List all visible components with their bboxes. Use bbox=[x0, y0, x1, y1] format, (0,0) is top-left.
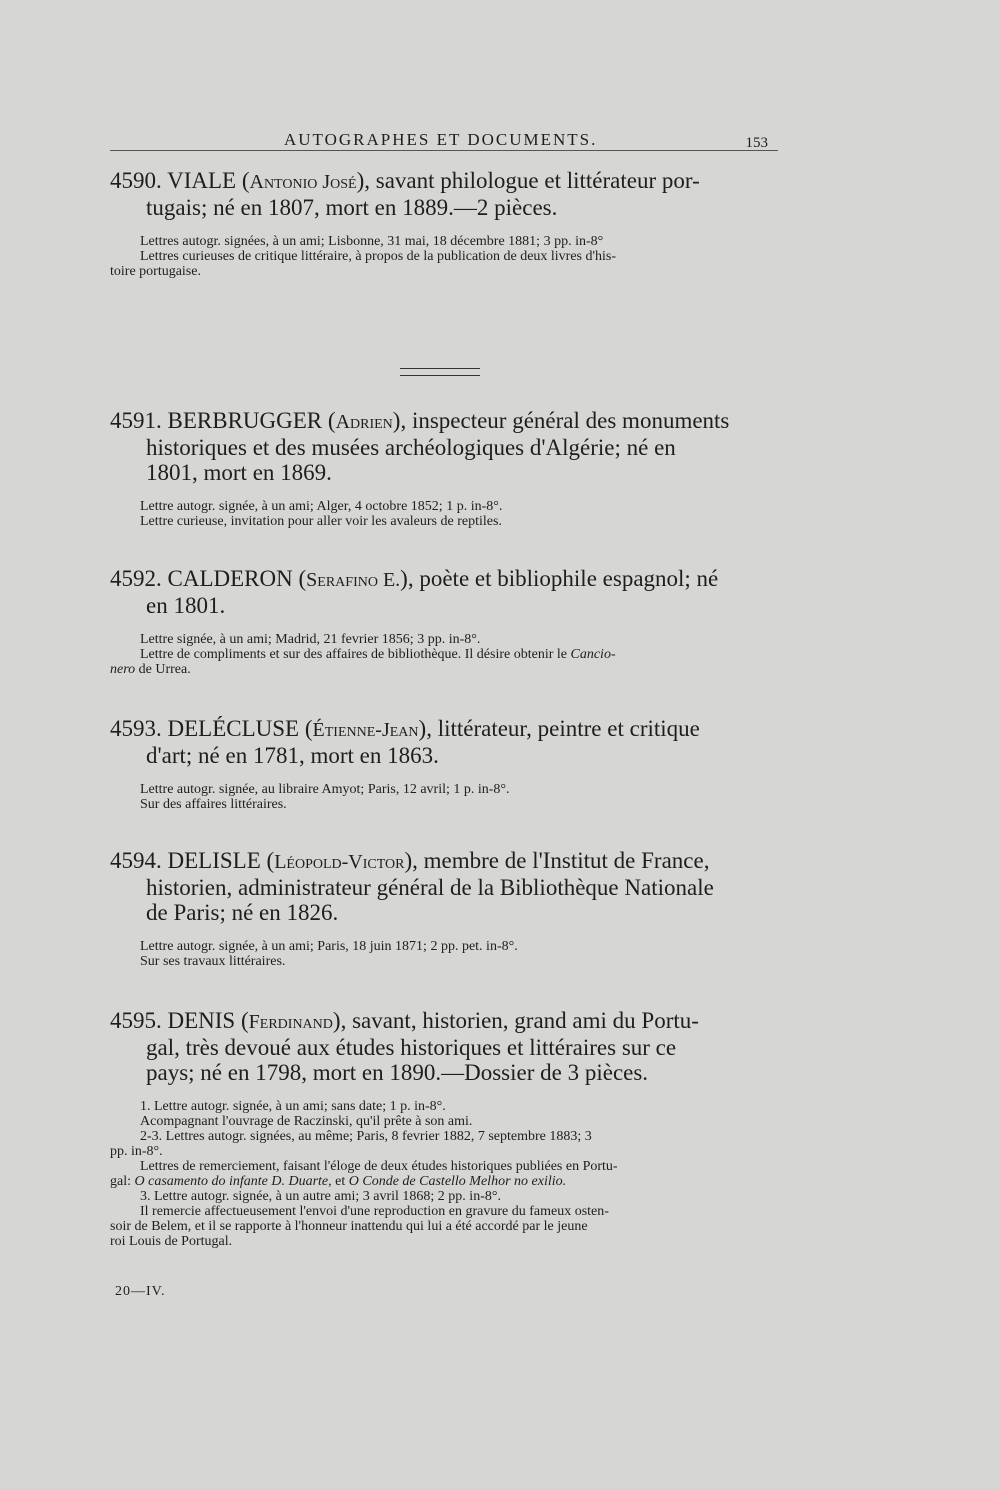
entry-heading: 4590. VIALE (Antonio José), savant philologue et littérateur por- tugais; né en 1807, mort en 1889.—2 pièces. bbox=[110, 168, 770, 220]
entry-4595 bbox=[110, 1008, 770, 1249]
entry-heading: 4591. BERBRUGGER (Adrien), inspecteur général des monuments historiques et des musées archéologiques d'Algérie; né en 1801, mort en 1869. bbox=[110, 408, 770, 485]
entry-notes bbox=[110, 632, 770, 677]
entry-notes bbox=[110, 782, 770, 812]
entry-given-name: Étienne-Jean bbox=[312, 719, 419, 741]
signature-mark: 20—IV. bbox=[115, 1284, 166, 1299]
note-title-italic: Cancio- bbox=[570, 647, 616, 662]
entry-notes bbox=[110, 939, 770, 969]
header-title: AUTOGRAPHES ET DOCUMENTS. bbox=[280, 130, 601, 150]
note-line: Lettres curieuses de critique littéraire, à propos de la publication de deux livres d'his- bbox=[140, 249, 617, 264]
note-line: 3. Lettre autogr. signée, à un autre ami; 3 avril 1868; 2 pp. in-8°. bbox=[140, 1189, 501, 1204]
entry-desc-line3: pays; né en 1798, mort en 1890.—Dossier de 3 pièces. bbox=[146, 1060, 649, 1085]
note-title-italic: O casamento do infante D. Duarte bbox=[134, 1174, 329, 1189]
note-line: Lettre autogr. signée, à un ami; Alger, 4 octobre 1852; 1 p. in-8°. bbox=[140, 499, 503, 514]
note-line: Sur ses travaux littéraires. bbox=[140, 954, 286, 969]
entry-given-name: Adrien bbox=[335, 411, 393, 433]
entry-name: DELÉCLUSE bbox=[167, 716, 300, 741]
entry-desc-line2: gal, très devoué aux études historiques et littéraires sur ce bbox=[146, 1035, 677, 1060]
note-text: gal: bbox=[110, 1174, 135, 1189]
page-number: 153 bbox=[745, 135, 768, 151]
entry-name: CALDERON bbox=[167, 566, 293, 591]
entry-name: VIALE bbox=[167, 168, 237, 193]
entry-given-name: Serafino E. bbox=[306, 569, 401, 591]
entry-number: 4593. bbox=[110, 716, 162, 741]
note-line: Lettre autogr. signée, à un ami; Paris, 18 juin 1871; 2 pp. pet. in-8°. bbox=[140, 939, 518, 954]
entry-4593 bbox=[110, 716, 770, 812]
entry-desc-line3: 1801, mort en 1869. bbox=[146, 460, 332, 485]
note-line: 2-3. Lettres autogr. signées, au même; Paris, 8 fevrier 1882, 7 septembre 1883; 3 bbox=[140, 1129, 592, 1144]
entry-desc-line1: , littérateur, peintre et critique bbox=[426, 716, 700, 741]
note-line: Il remercie affectueusement l'envoi d'une reproduction en gravure du fameux osten- bbox=[140, 1204, 609, 1219]
note-line: Lettres de remerciement, faisant l'éloge de deux études historiques publiées en Portu- bbox=[140, 1159, 618, 1174]
running-header bbox=[110, 130, 778, 158]
note-title-italic: O Conde de Castello Melhor no exilio. bbox=[348, 1174, 567, 1189]
entry-number: 4591. bbox=[110, 408, 162, 433]
entry-4594 bbox=[110, 848, 770, 969]
entry-heading: 4595. DENIS (Ferdinand), savant, historien, grand ami du Portu- gal, très devoué aux études historiques et littéraires sur ce pays; né en 1798, mort en 1890.—Dossier de 3 pièces. bbox=[110, 1008, 770, 1085]
entry-given-name: Léopold-Victor bbox=[274, 851, 405, 873]
entry-desc-line2: en 1801. bbox=[146, 593, 226, 618]
entry-number: 4594. bbox=[110, 848, 162, 873]
note-line: pp. in-8°. bbox=[110, 1144, 163, 1159]
entry-notes bbox=[110, 1099, 770, 1249]
note-line: Acompagnant l'ouvrage de Raczinski, qu'il prête à son ami. bbox=[140, 1114, 473, 1129]
entry-desc-line2: historiques et des musées archéologiques d'Algérie; né en bbox=[146, 435, 676, 460]
entry-name: DELISLE bbox=[167, 848, 261, 873]
entry-notes bbox=[110, 499, 770, 529]
entry-desc-line1: , poète et bibliophile espagnol; né bbox=[407, 566, 719, 591]
entry-heading: 4593. DELÉCLUSE (Étienne-Jean), littérateur, peintre et critique d'art; né en 1781, mort en 1863. bbox=[110, 716, 770, 768]
note-text: de Urrea. bbox=[135, 662, 191, 677]
entry-given-name: Antonio José bbox=[249, 171, 357, 193]
entry-desc-line1: , savant philologue et littérateur por- bbox=[364, 168, 700, 193]
entry-desc-line3: de Paris; né en 1826. bbox=[146, 900, 339, 925]
entry-4591 bbox=[110, 408, 770, 529]
entry-name: BERBRUGGER bbox=[167, 408, 323, 433]
note-line: Lettre autogr. signée, au libraire Amyot; Paris, 12 avril; 1 p. in-8°. bbox=[140, 782, 510, 797]
entry-desc-line1: , membre de l'Institut de France, bbox=[412, 848, 710, 873]
note-line bbox=[110, 647, 770, 662]
entry-4592 bbox=[110, 566, 770, 677]
entry-notes bbox=[110, 234, 770, 279]
note-line: Lettre curieuse, invitation pour aller voir les avaleurs de reptiles. bbox=[140, 514, 502, 529]
note-line bbox=[110, 662, 770, 677]
note-line: Lettres autogr. signées, à un ami; Lisbonne, 31 mai, 18 décembre 1881; 3 pp. in-8° bbox=[140, 234, 604, 249]
note-line bbox=[110, 1174, 770, 1189]
note-line: 1. Lettre autogr. signée, à un ami; sans date; 1 p. in-8°. bbox=[140, 1099, 446, 1114]
entry-number: 4595. bbox=[110, 1008, 162, 1033]
note-line: soir de Belem, et il se rapporte à l'honneur inattendu qui lui a été accordé par le jeune bbox=[110, 1219, 588, 1234]
entry-number: 4592. bbox=[110, 566, 162, 591]
note-line: Lettre signée, à un ami; Madrid, 21 fevrier 1856; 3 pp. in-8°. bbox=[140, 632, 481, 647]
note-line: Sur des affaires littéraires. bbox=[140, 797, 287, 812]
entry-desc-line1: , inspecteur général des monuments bbox=[400, 408, 730, 433]
entry-desc-line2: d'art; né en 1781, mort en 1863. bbox=[146, 743, 439, 768]
entry-heading: 4594. DELISLE (Léopold-Victor), membre de l'Institut de France, historien, administrateur général de la Bibliothèque Nationale de Paris; né en 1826. bbox=[110, 848, 770, 925]
note-text: Lettre de compliments et sur des affaires de bibliothèque. Il désire obtenir le bbox=[140, 647, 571, 662]
note-line: roi Louis de Portugal. bbox=[110, 1234, 233, 1249]
header-rule bbox=[110, 150, 778, 151]
note-title-italic: nero bbox=[110, 662, 136, 677]
entry-heading: 4592. CALDERON (Serafino E.), poète et bibliophile espagnol; né en 1801. bbox=[110, 566, 770, 618]
entry-4590 bbox=[110, 168, 770, 279]
note-line: toire portugaise. bbox=[110, 264, 201, 279]
entry-desc-line2: tugais; né en 1807, mort en 1889.—2 pièces. bbox=[146, 195, 558, 220]
entry-desc-line2: historien, administrateur général de la Bibliothèque Nationale bbox=[146, 875, 714, 900]
entry-desc-line1: , savant, historien, grand ami du Portu- bbox=[340, 1008, 699, 1033]
entry-name: DENIS bbox=[167, 1008, 236, 1033]
entry-number: 4590. bbox=[110, 168, 162, 193]
entry-given-name: Ferdinand bbox=[248, 1011, 333, 1033]
note-text: , et bbox=[328, 1174, 349, 1189]
section-separator bbox=[400, 368, 480, 376]
